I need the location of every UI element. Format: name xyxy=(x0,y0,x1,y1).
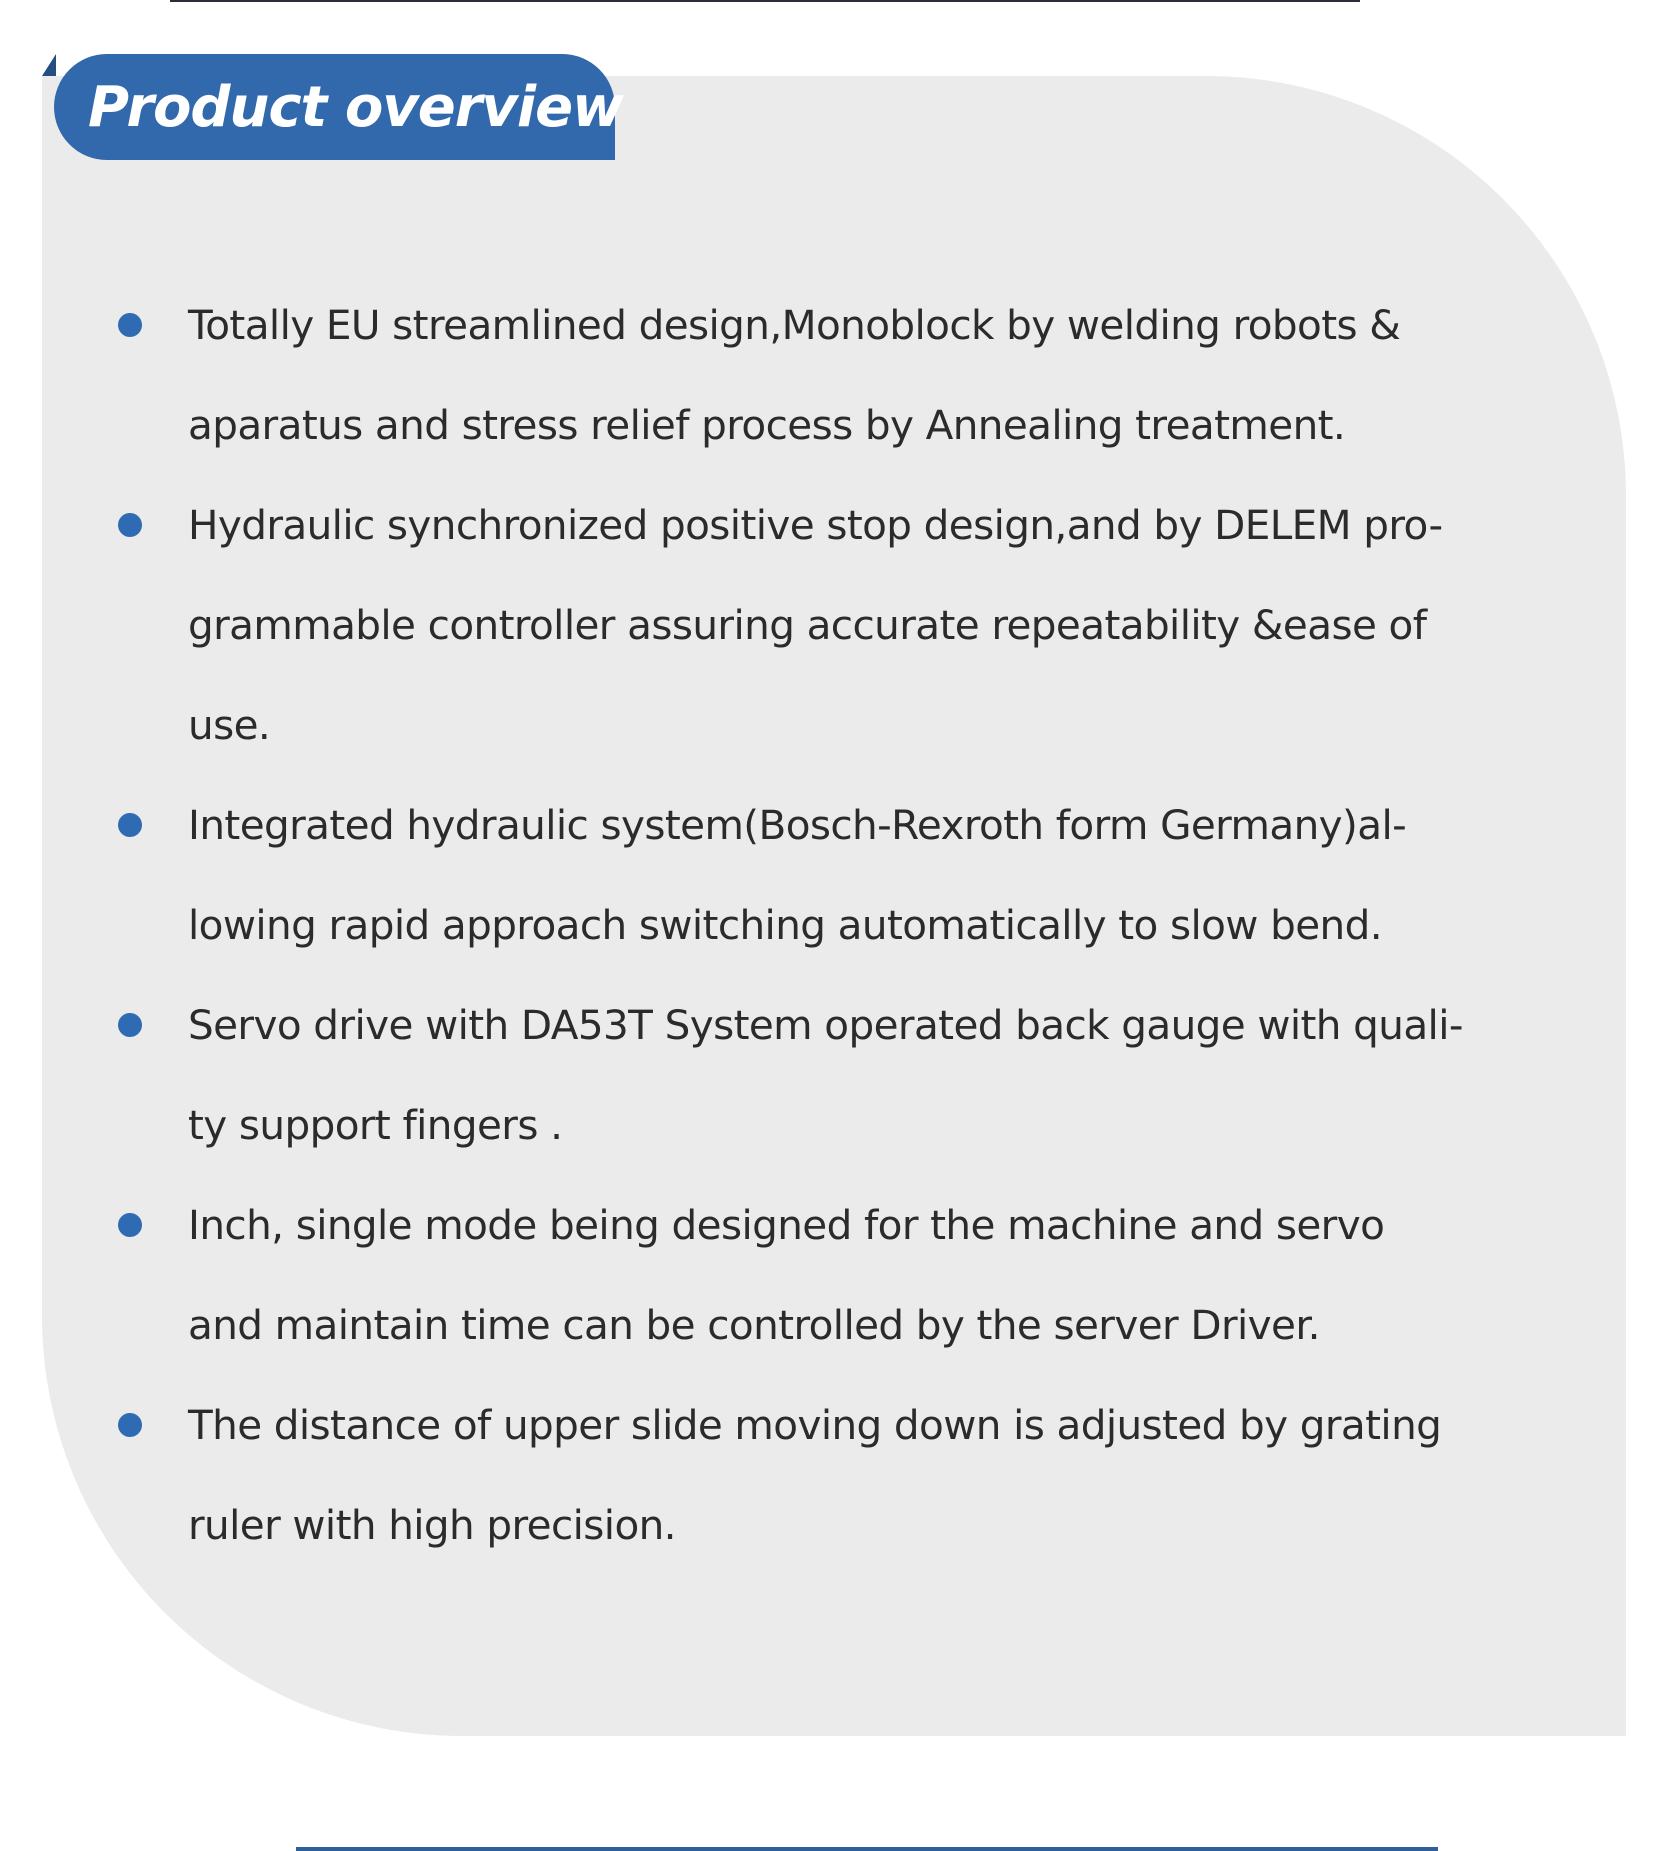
list-item-line: and maintain time can be controlled by the server Driver. xyxy=(188,1301,1320,1349)
list-item-line: ty support fingers . xyxy=(188,1101,563,1149)
list-item xyxy=(110,975,1550,1175)
list-item xyxy=(110,1375,1550,1575)
list-item-line: lowing rapid approach switching automatically to slow bend. xyxy=(188,901,1382,949)
list-item xyxy=(110,475,1550,775)
list-item-line: Hydraulic synchronized positive stop design,and by DELEM pro- xyxy=(188,501,1443,549)
list-item xyxy=(110,1175,1550,1375)
list-item-line: grammable controller assuring accurate repeatability &ease of xyxy=(188,601,1427,649)
list-item xyxy=(110,775,1550,975)
list-item-line: Servo drive with DA53T System operated back gauge with quali- xyxy=(188,1001,1463,1049)
bullet-dot-icon xyxy=(118,1213,142,1237)
list-item-line: Integrated hydraulic system(Bosch-Rexroth form Germany)al- xyxy=(188,801,1407,849)
list-item-line: The distance of upper slide moving down is adjusted by grating xyxy=(188,1401,1442,1449)
section-title: Product overview xyxy=(88,74,623,140)
list-item-line: ruler with high precision. xyxy=(188,1501,676,1549)
list-item-line: use. xyxy=(188,701,271,749)
bullet-dot-icon xyxy=(118,1413,142,1437)
bullet-dot-icon xyxy=(118,313,142,337)
list-item xyxy=(110,275,1550,475)
feature-list xyxy=(110,275,1550,1575)
list-item-line: Inch, single mode being designed for the machine and servo xyxy=(188,1201,1385,1249)
bullet-dot-icon xyxy=(118,1013,142,1037)
bullet-dot-icon xyxy=(118,513,142,537)
bottom-divider xyxy=(296,1847,1438,1851)
top-divider xyxy=(170,0,1360,2)
title-tab-fold xyxy=(42,54,56,76)
list-item-line: aparatus and stress relief process by Annealing treatment. xyxy=(188,401,1346,449)
list-item-line: Totally EU streamlined design,Monoblock by welding robots & xyxy=(188,301,1401,349)
bullet-dot-icon xyxy=(118,813,142,837)
section-title-tab xyxy=(54,54,623,160)
